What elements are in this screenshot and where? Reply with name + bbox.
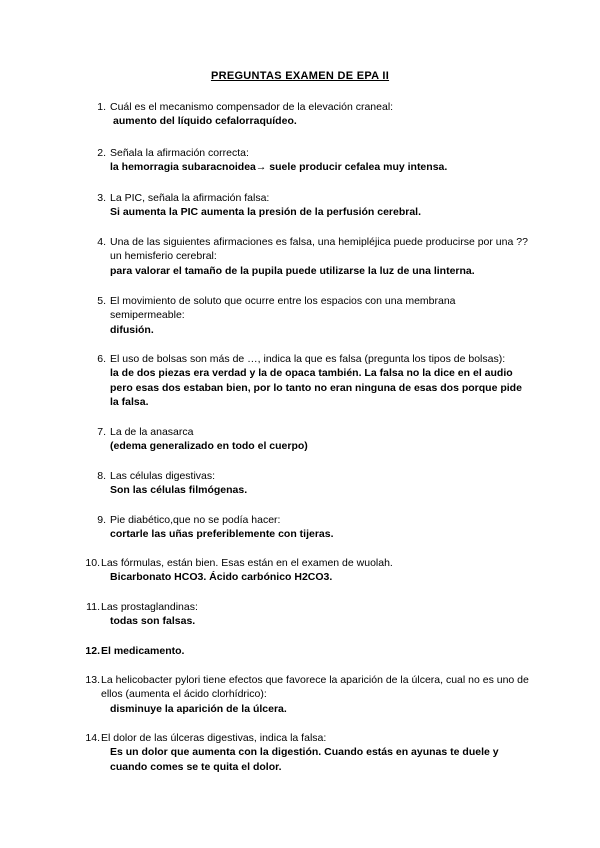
question-text: Una de las siguientes afirmaciones es falsa, una hemipléjica puede producirse por una ?? un hemisferio cerebral: — [110, 236, 528, 263]
question-9 — [88, 513, 533, 542]
question-text: El medicamento. — [101, 645, 185, 657]
question-text: Las fórmulas, están bien. Esas están en el examen de wuolah. — [101, 557, 393, 569]
question-7 — [88, 425, 533, 454]
question-4 — [88, 235, 533, 278]
answer-text: Bicarbonato HCO3. Ácido carbónico H2CO3. — [110, 571, 333, 584]
question-10 — [85, 556, 533, 585]
question-text: Las células digestivas: — [110, 470, 216, 482]
question-number: 5. — [97, 295, 106, 307]
question-11 — [88, 600, 533, 629]
question-text: El dolor de las úlceras digestivas, indica la falsa: — [101, 732, 327, 744]
question-2 — [88, 146, 533, 175]
question-1 — [88, 100, 533, 129]
question-6 — [88, 352, 533, 410]
answer-text: todas son falsas. — [110, 615, 196, 628]
answer-text: la de dos piezas era verdad y la de opaca también. La falsa no la dice en el audio pero esas dos estaban bien, por lo tanto no eran ninguna de esas dos porque pide la falsa. — [110, 367, 522, 409]
question-text: Cuál es el mecanismo compensador de la elevación craneal: — [110, 101, 394, 113]
question-text: El movimiento de soluto que ocurre entre los espacios con una membrana semipermeable: — [110, 295, 456, 322]
question-text: El uso de bolsas son más de …, indica la que es falsa (pregunta los tipos de bolsas): — [110, 353, 506, 365]
answer-text: la hemorragia subaracnoidea→ suele producir cefalea muy intensa. — [110, 161, 448, 174]
question-14 — [85, 731, 533, 774]
question-text: Las prostaglandinas: — [101, 601, 198, 613]
page-title: PREGUNTAS EXAMEN DE EPA II — [210, 70, 390, 82]
question-13 — [85, 673, 533, 716]
question-8 — [88, 469, 533, 498]
question-number: 12. — [85, 645, 100, 657]
question-number: 2. — [97, 147, 106, 159]
question-text: Señala la afirmación correcta: — [110, 147, 249, 159]
answer-text: Si aumenta la PIC aumenta la presión de la perfusión cerebral. — [110, 206, 422, 219]
question-number: 10. — [85, 557, 100, 569]
question-number: 6. — [97, 353, 106, 365]
question-number: 11. — [86, 601, 100, 613]
answer-text: disminuye la aparición de la úlcera. — [110, 702, 287, 715]
question-number: 1. — [97, 101, 106, 113]
question-text: La de la anasarca — [110, 426, 194, 438]
answer-text: difusión. — [110, 323, 154, 336]
question-number: 9. — [97, 514, 106, 526]
answer-text: para valorar el tamaño de la pupila puede utilizarse la luz de una linterna. — [110, 264, 475, 277]
answer-text: cortarle las uñas preferiblemente con tijeras. — [110, 528, 334, 541]
question-3 — [88, 191, 533, 220]
question-5 — [88, 294, 533, 337]
answer-text: Son las células filmógenas. — [110, 484, 248, 497]
question-text: La PIC, señala la afirmación falsa: — [110, 192, 270, 204]
question-text: Pie diabético,que no se podía hacer: — [110, 514, 281, 526]
question-number: 7. — [97, 426, 106, 438]
question-number: 8. — [97, 470, 106, 482]
question-number: 13. — [85, 674, 100, 686]
answer-text: aumento del líquido cefalorraquídeo. — [113, 115, 297, 128]
question-number: 14. — [85, 732, 100, 744]
question-12 — [85, 644, 533, 658]
answer-text: (edema generalizado en todo el cuerpo) — [110, 440, 308, 453]
question-number: 3. — [97, 192, 106, 204]
answer-text: Es un dolor que aumenta con la digestión. Cuando estás en ayunas te duele y cuando comes se te quita el dolor. — [110, 746, 499, 773]
question-number: 4. — [97, 236, 106, 248]
question-text: La helicobacter pylori tiene efectos que favorece la aparición de la úlcera, cual no es uno de ellos (aumenta el ácido clorhídrico): — [101, 674, 529, 701]
